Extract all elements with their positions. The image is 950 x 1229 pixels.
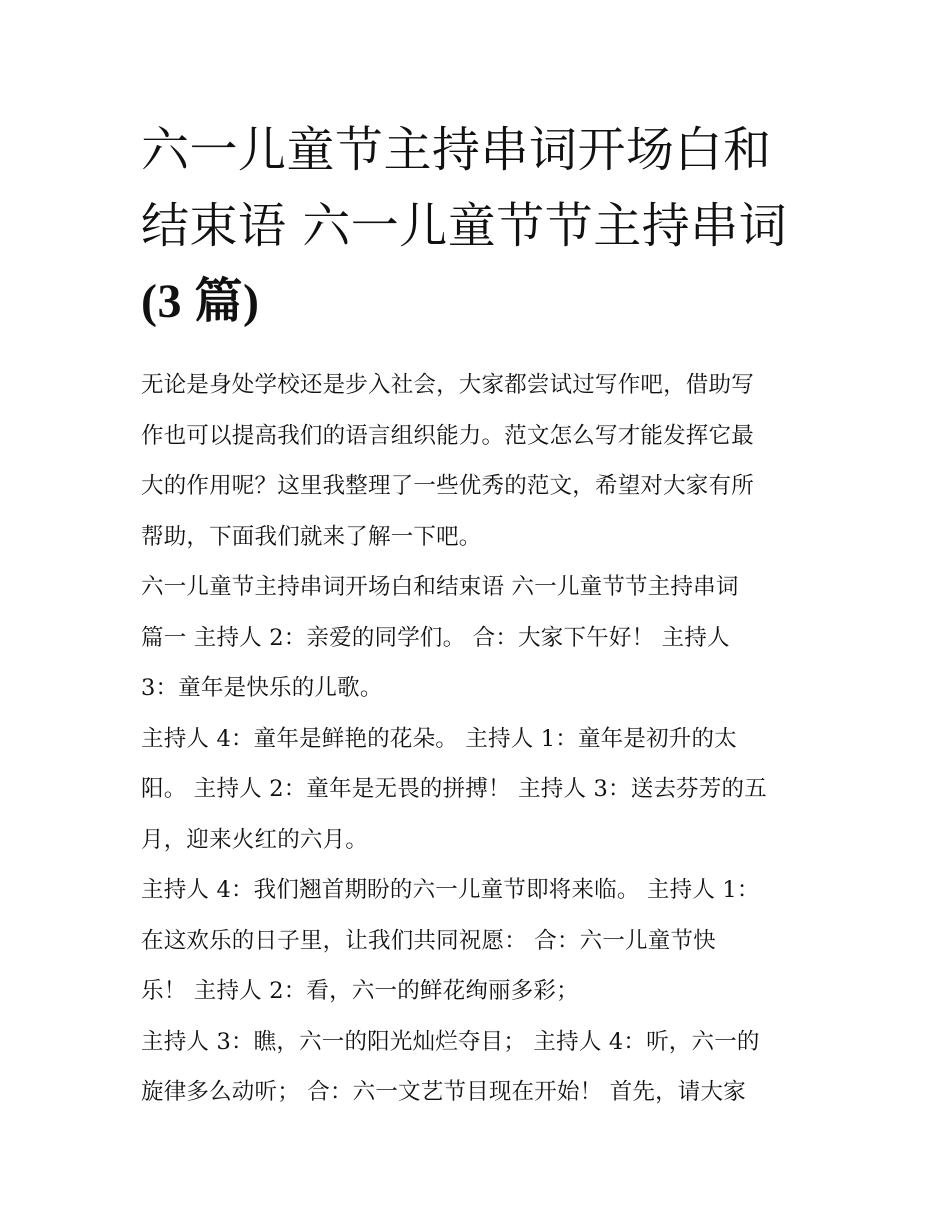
paragraph-5 <box>141 1017 821 1118</box>
title-line-2: 结束语 六一儿童节节主持串词 <box>141 198 788 254</box>
paragraph-line: 无论是身处学校还是步入社会，大家都尝试过写作吧，借助写 <box>141 372 754 398</box>
paragraph-intro <box>141 360 821 562</box>
paragraph-3 <box>141 714 821 866</box>
title-line-1: 六一儿童节主持串词开场白和 <box>141 122 772 178</box>
paragraph-line: 乐！ 主持人 2：看，六一的鲜花绚丽多彩； <box>141 978 579 1004</box>
paragraph-2 <box>141 562 821 714</box>
paragraph-line: 大的作用呢？这里我整理了一些优秀的范文，希望对大家有所 <box>141 473 754 499</box>
paragraph-line: 月，迎来火红的六月。 <box>141 826 369 853</box>
paragraph-line: 主持人 4：童年是鲜艳的花朵。 主持人 1：童年是初升的太 <box>141 725 737 752</box>
paragraph-4 <box>141 865 821 1017</box>
paragraph-line: 主持人 4：我们翘首期盼的六一儿童节即将来临。 主持人 1： <box>141 877 760 903</box>
paragraph-line: 3：童年是快乐的儿歌。 <box>141 675 383 701</box>
document-page <box>141 112 821 1118</box>
paragraph-line: 作也可以提高我们的语言组织能力。范文怎么写才能发挥它最 <box>141 422 754 449</box>
paragraph-line: 篇一 主持人 2：亲爱的同学们。 合：大家下午好！ 主持人 <box>141 624 730 651</box>
paragraph-line: 帮助，下面我们就来了解一下吧。 <box>141 523 482 550</box>
document-title <box>141 112 821 340</box>
paragraph-line: 在这欢乐的日子里，让我们共同祝愿： 合：六一儿童节快 <box>141 927 716 954</box>
paragraph-line: 阳。 主持人 2：童年是无畏的拼搏！ 主持人 3：送去芬芳的五 <box>141 776 767 802</box>
paragraph-line: 主持人 3：瞧，六一的阳光灿烂夺目； 主持人 4：听，六一的 <box>141 1028 760 1055</box>
paragraph-line: 旋律多么动听； 合：六一文艺节目现在开始！ 首先，请大家 <box>141 1079 746 1105</box>
title-line-3: (3 篇) <box>141 275 260 328</box>
paragraph-line: 六一儿童节主持串词开场白和结束语 六一儿童节节主持串词 <box>141 574 739 600</box>
